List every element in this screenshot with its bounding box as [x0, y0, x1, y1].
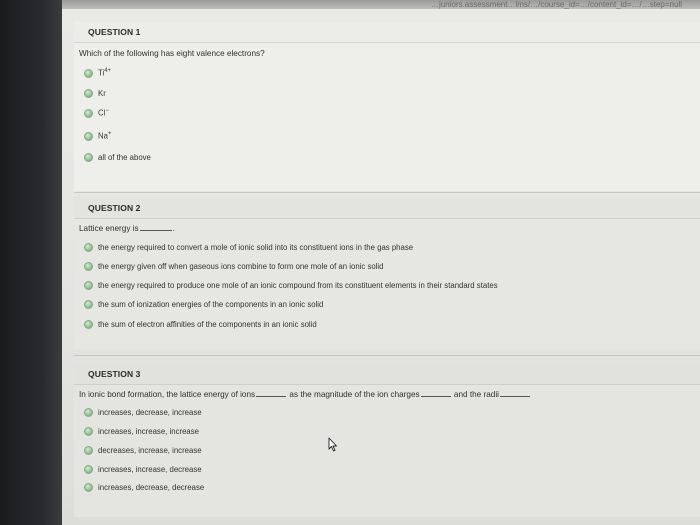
answer-blank	[140, 229, 172, 231]
question-2-header: QUESTION 2	[74, 197, 700, 219]
answer-blank	[500, 395, 530, 397]
option-label: increases, decrease, decrease	[98, 482, 205, 492]
question-3-option-1[interactable]	[84, 406, 202, 418]
option-label: Kr	[98, 88, 106, 98]
question-2-prompt: Lattice energy is .	[79, 224, 175, 233]
url-text: …juniors.assessment…lms/…/course_id=…/content_id=…/…step=null	[431, 0, 682, 9]
question-1-option-4[interactable]	[84, 130, 111, 142]
question-1-option-2[interactable]	[84, 87, 106, 99]
question-3-panel	[74, 363, 700, 517]
question-3-option-2[interactable]	[84, 425, 199, 437]
option-label: all of the above	[98, 152, 151, 162]
option-label: decreases, increase, increase	[98, 445, 202, 455]
mouse-cursor-icon	[326, 437, 340, 453]
radio-button[interactable]	[84, 465, 93, 474]
question-3-option-3[interactable]	[84, 444, 202, 456]
radio-button[interactable]	[84, 69, 93, 78]
option-label: increases, increase, increase	[98, 426, 199, 436]
question-1-option-1[interactable]	[84, 67, 111, 79]
radio-button[interactable]	[84, 262, 93, 271]
option-label: increases, decrease, increase	[98, 407, 202, 417]
radio-button[interactable]	[84, 483, 93, 492]
radio-button[interactable]	[84, 153, 93, 162]
question-3-header: QUESTION 3	[74, 363, 700, 385]
option-label: increases, increase, decrease	[98, 464, 202, 474]
question-3-option-4[interactable]	[84, 463, 202, 475]
question-1-panel	[74, 21, 700, 191]
browser-url-bar[interactable]	[62, 0, 700, 9]
question-2-option-5[interactable]	[84, 318, 317, 330]
radio-button[interactable]	[84, 408, 93, 417]
radio-button[interactable]	[84, 109, 93, 118]
radio-button[interactable]	[84, 320, 93, 329]
option-label: the sum of electron affinities of the components in an ionic solid	[98, 319, 317, 329]
question-3-option-5[interactable]	[84, 481, 204, 493]
question-divider	[74, 192, 700, 193]
answer-blank	[256, 395, 286, 397]
question-2-option-3[interactable]	[84, 279, 498, 291]
option-label: Cl−	[98, 108, 109, 118]
option-label: the energy required to convert a mole of ionic solid into its constituent ions in the gas phase	[98, 242, 414, 252]
answer-blank	[421, 395, 451, 397]
radio-button[interactable]	[84, 132, 93, 141]
question-1-option-5[interactable]	[84, 151, 151, 163]
question-divider	[74, 355, 700, 356]
radio-button[interactable]	[84, 89, 93, 98]
question-2-option-4[interactable]	[84, 298, 323, 310]
question-3-prompt: In ionic bond formation, the lattice energy of ions as the magnitude of the ion charges and the radii	[79, 390, 531, 399]
option-label: the energy given off when gaseous ions combine to form one mole of an ionic solid	[98, 261, 384, 271]
question-1-option-3[interactable]	[84, 107, 109, 119]
screen-bezel	[0, 0, 62, 525]
option-label: Na+	[98, 131, 112, 141]
radio-button[interactable]	[84, 427, 93, 436]
question-2-option-1[interactable]	[84, 241, 413, 253]
radio-button[interactable]	[84, 446, 93, 455]
question-2-option-2[interactable]	[84, 260, 383, 272]
assessment-page	[62, 9, 700, 525]
option-label: the sum of ionization energies of the components in an ionic solid	[98, 299, 324, 309]
radio-button[interactable]	[84, 300, 93, 309]
option-label: $Ti^{4+}$	[98, 68, 112, 78]
radio-button[interactable]	[84, 281, 93, 290]
radio-button[interactable]	[84, 243, 93, 252]
option-label: the energy required to produce one mole of an ionic compound from its constituent elements in their standard states	[98, 280, 498, 290]
question-1-prompt: Which of the following has eight valence electrons?	[79, 49, 265, 58]
question-1-header: QUESTION 1	[74, 21, 700, 43]
